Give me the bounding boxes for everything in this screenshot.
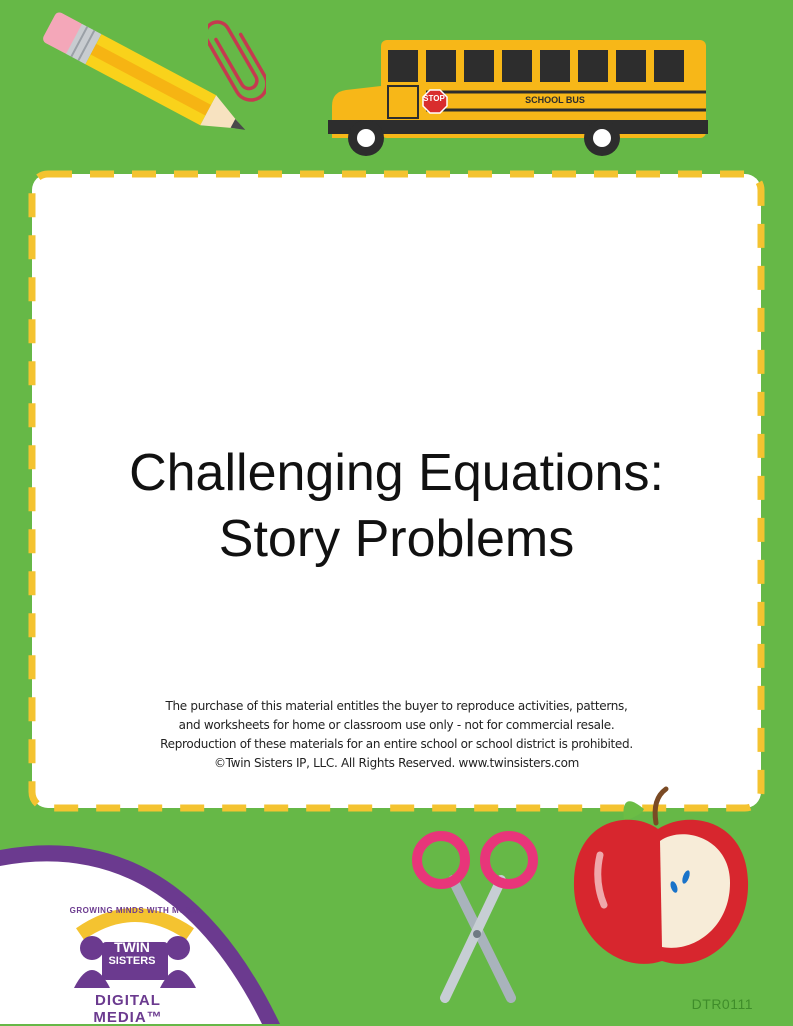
legal-line-4: ©Twin Sisters IP, LLC. All Rights Reserved. www.twinsisters.com bbox=[213, 756, 580, 770]
publisher-division: DIGITAL MEDIA™ bbox=[93, 992, 163, 1026]
publisher-name-line-1: TWIN bbox=[114, 939, 150, 955]
stop-sign-label: STOP bbox=[423, 94, 445, 103]
legal-line-3: Reproduction of these materials for an entire school or school district is prohibited. bbox=[160, 737, 633, 751]
publisher-name bbox=[102, 940, 162, 968]
scissors-icon bbox=[405, 822, 545, 1007]
legal-line-1: The purchase of this material entitles the buyer to reproduce activities, patterns, bbox=[165, 699, 628, 713]
apple-icon bbox=[570, 785, 755, 980]
bus-side-label: SCHOOL BUS bbox=[525, 95, 585, 105]
product-code: DTR0111 bbox=[691, 996, 753, 1012]
paperclip-icon bbox=[208, 18, 266, 106]
publisher-name-line-2: SISTERS bbox=[108, 955, 156, 967]
page-title bbox=[32, 440, 761, 572]
legal-line-2: and worksheets for home or classroom use only - not for commercial resale. bbox=[178, 718, 615, 732]
title-line-2: Story Problems bbox=[218, 510, 575, 568]
publisher-tagline: GROWING MINDS WITH MUSIC bbox=[69, 906, 201, 915]
copyright-notice bbox=[32, 697, 761, 773]
title-line-1: Challenging Equations: bbox=[129, 444, 664, 502]
